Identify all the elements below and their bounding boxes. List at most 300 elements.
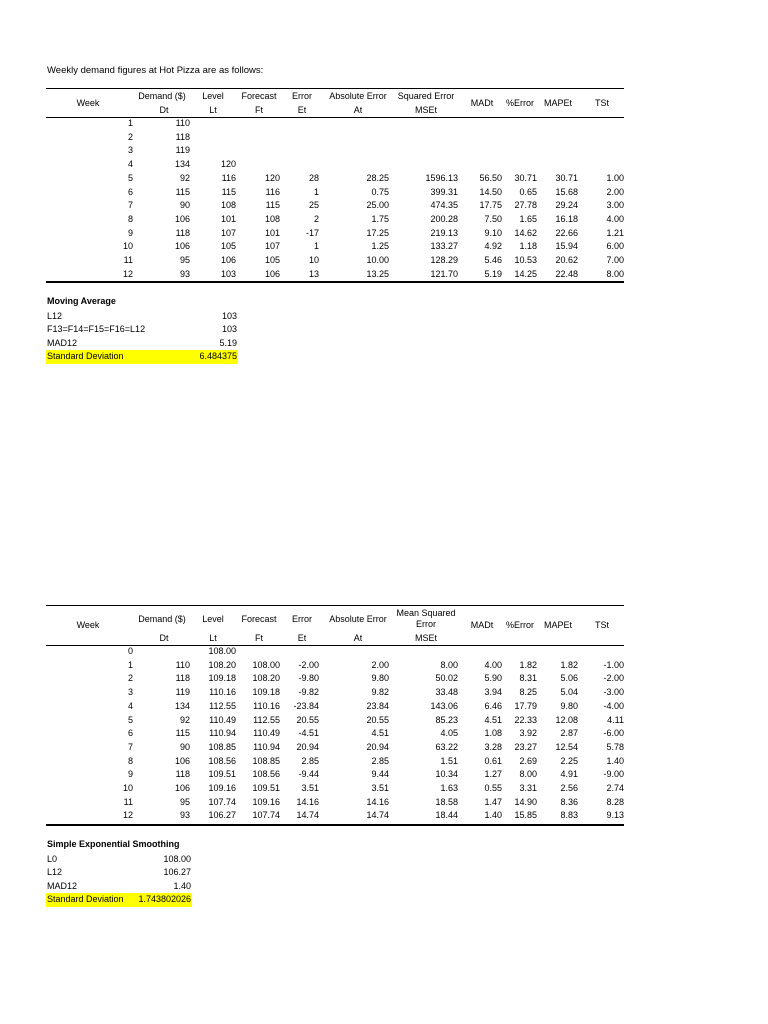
summary-value-l0: 108.00 — [163, 853, 191, 864]
table-row — [46, 186, 624, 200]
table-row — [46, 782, 624, 796]
cell-perr: 2.69 — [519, 755, 537, 766]
cell-madt: 7.50 — [484, 213, 502, 224]
cell-demand: 93 — [179, 268, 190, 279]
cell-mapet: 5.04 — [560, 687, 578, 698]
cell-forecast: 107 — [264, 241, 280, 252]
cell-forecast: 108.00 — [252, 659, 280, 670]
cell-abs: 9.82 — [371, 687, 389, 698]
cell-error: 1 — [313, 186, 319, 197]
exponential-smoothing-summary — [0, 838, 768, 910]
cell-abs: 10.00 — [366, 255, 389, 265]
cell-week: 11 — [123, 255, 133, 265]
cell-tst: 9.13 — [606, 810, 624, 821]
moving-average-summary — [0, 295, 768, 367]
cell-level: 106 — [220, 255, 236, 265]
cell-sq: 474.35 — [430, 200, 458, 211]
cell-forecast: 120 — [264, 172, 280, 183]
cell-tst: 1.00 — [606, 172, 624, 183]
cell-level: 115 — [221, 186, 236, 197]
table-row — [46, 645, 624, 659]
cell-perr: 14.90 — [514, 796, 537, 807]
cell-mapet: 15.68 — [555, 186, 578, 197]
cell-abs: 14.74 — [366, 810, 389, 821]
cell-error: -17 — [305, 227, 319, 238]
table-row — [46, 796, 624, 810]
cell-demand: 115 — [175, 728, 190, 739]
header-level-sub: Lt — [209, 633, 217, 643]
table-row — [46, 172, 624, 186]
cell-week: 2 — [127, 673, 133, 684]
cell-demand: 93 — [179, 810, 190, 821]
cell-perr: 3.92 — [519, 728, 537, 739]
cell-mapet: 4.91 — [560, 769, 578, 780]
cell-madt: 14.50 — [479, 186, 502, 197]
cell-week: 11 — [123, 796, 133, 807]
table-row — [46, 768, 624, 782]
cell-madt: 6.46 — [484, 700, 502, 711]
cell-level: 107 — [220, 227, 236, 238]
cell-madt: 5.90 — [484, 673, 502, 684]
header-level: Level — [202, 91, 224, 101]
cell-forecast: 110.49 — [253, 728, 280, 739]
cell-sq: 1.63 — [440, 783, 458, 793]
page-heading: Weekly demand figures at Hot Pizza are as follows: — [47, 65, 264, 76]
cell-sq: 33.48 — [435, 687, 458, 698]
cell-abs: 1.75 — [371, 213, 389, 224]
cell-sq: 4.05 — [440, 728, 458, 739]
table-row — [46, 268, 624, 282]
cell-demand: 95 — [179, 255, 190, 265]
cell-demand: 90 — [179, 200, 190, 211]
cell-perr: 0.65 — [519, 186, 537, 197]
header-forecast-sub: Ft — [255, 633, 263, 643]
summary-value-mad12: 5.19 — [219, 337, 237, 348]
cell-week: 6 — [127, 728, 133, 739]
cell-sq: 128.29 — [430, 255, 458, 265]
cell-perr: 14.62 — [514, 227, 537, 238]
header-abs-error: Absolute Error — [329, 91, 387, 101]
summary-label-forecast: F13=F14=F15=F16=L12 — [47, 324, 146, 334]
cell-forecast: 110.94 — [253, 741, 280, 752]
cell-level: 120 — [220, 159, 236, 170]
cell-sq: 18.44 — [435, 810, 458, 821]
cell-sq: 8.00 — [440, 659, 458, 670]
cell-abs: 9.80 — [371, 673, 389, 684]
cell-week: 6 — [127, 186, 133, 197]
cell-week: 8 — [127, 755, 133, 766]
cell-mapet: 2.56 — [560, 783, 578, 793]
header-error: Error — [292, 91, 312, 101]
cell-demand: 118 — [175, 131, 190, 142]
cell-week: 9 — [127, 769, 133, 780]
cell-week: 5 — [127, 714, 133, 725]
cell-level: 110.49 — [209, 714, 236, 725]
table-top-rule — [46, 605, 624, 606]
summary-value-mad12: 1.40 — [173, 880, 191, 891]
cell-week: 7 — [127, 741, 133, 752]
cell-demand: 106 — [174, 755, 190, 766]
header-perror: %Error — [505, 98, 534, 108]
cell-sq: 219.13 — [430, 227, 458, 238]
cell-tst: 4.00 — [606, 213, 624, 224]
header-mapet: MAPEt — [543, 98, 572, 108]
summary-label-std-dev: Standard Deviation — [47, 894, 124, 904]
cell-week: 10 — [122, 241, 133, 252]
table-row — [46, 213, 624, 227]
cell-perr: 14.25 — [514, 268, 537, 279]
summary-value-std-dev: 6.484375 — [199, 351, 237, 361]
cell-mapet: 1.82 — [560, 659, 578, 670]
cell-tst: 1.40 — [606, 755, 624, 766]
cell-demand: 115 — [175, 186, 190, 197]
cell-level: 103 — [220, 268, 236, 279]
cell-abs: 1.25 — [371, 241, 389, 252]
cell-madt: 4.92 — [484, 241, 502, 252]
cell-abs: 20.94 — [366, 741, 389, 752]
header-madt: MADt — [470, 98, 494, 108]
cell-perr: 1.82 — [519, 659, 537, 670]
header-forecast: Forecast — [241, 91, 277, 101]
cell-week: 2 — [127, 131, 133, 142]
summary-label-l12: L12 — [47, 310, 63, 321]
cell-forecast: 108.20 — [252, 673, 280, 684]
cell-error: 2.85 — [301, 755, 319, 766]
cell-sq: 143.06 — [430, 700, 458, 711]
cell-tst: 6.00 — [606, 241, 624, 252]
cell-error: 20.55 — [296, 714, 319, 725]
cell-level: 108.00 — [208, 646, 236, 656]
header-abs-error-sub: At — [353, 105, 363, 115]
cell-tst: 3.00 — [606, 200, 624, 211]
cell-perr: 22.33 — [514, 714, 537, 725]
cell-tst: -4.00 — [603, 700, 624, 711]
cell-demand: 110 — [175, 659, 190, 670]
cell-perr: 17.79 — [514, 700, 537, 711]
cell-error: 3.51 — [301, 783, 319, 793]
cell-forecast: 109.16 — [252, 796, 280, 807]
cell-perr: 8.25 — [519, 687, 537, 698]
cell-demand: 110 — [175, 118, 190, 128]
cell-sq: 18.58 — [435, 796, 458, 807]
cell-demand: 106 — [174, 241, 190, 252]
cell-forecast: 110.16 — [253, 700, 280, 711]
cell-level: 107.74 — [208, 796, 236, 807]
header-squared-error: Squared Error — [397, 91, 455, 101]
table-row — [46, 741, 624, 755]
cell-mapet: 9.80 — [560, 700, 578, 711]
header-demand-sub: Dt — [159, 633, 169, 643]
cell-week: 7 — [127, 200, 133, 211]
table-row — [46, 672, 624, 686]
table-top-rule — [46, 88, 624, 89]
cell-madt: 17.75 — [479, 200, 502, 211]
cell-error: -4.51 — [298, 728, 319, 739]
cell-forecast: 112.55 — [253, 714, 280, 725]
summary-title: Moving Average — [47, 296, 116, 306]
cell-demand: 95 — [179, 796, 190, 807]
cell-madt: 3.28 — [484, 741, 502, 752]
cell-mapet: 5.06 — [560, 673, 578, 684]
cell-demand: 118 — [175, 227, 190, 238]
cell-tst: 2.00 — [606, 186, 624, 197]
cell-forecast: 101 — [264, 227, 280, 238]
cell-abs: 28.25 — [366, 172, 389, 183]
cell-tst: -6.00 — [603, 728, 624, 739]
cell-sq: 10.34 — [435, 769, 458, 780]
cell-abs: 9.44 — [371, 769, 389, 780]
cell-error: 28 — [308, 172, 319, 183]
cell-demand: 119 — [175, 687, 190, 698]
header-madt: MADt — [470, 620, 494, 630]
cell-level: 105 — [220, 241, 236, 252]
cell-week: 0 — [127, 646, 133, 656]
cell-tst: 1.21 — [606, 227, 624, 238]
cell-level: 108.20 — [208, 659, 236, 670]
cell-madt: 0.61 — [484, 755, 502, 766]
cell-sq: 200.28 — [430, 213, 458, 224]
cell-madt: 5.19 — [484, 268, 502, 279]
exponential-smoothing-table — [46, 605, 624, 827]
cell-week: 3 — [127, 687, 133, 698]
summary-label-mad12: MAD12 — [47, 880, 78, 891]
summary-value-forecast: 103 — [221, 324, 237, 334]
cell-demand: 119 — [175, 145, 190, 156]
cell-abs: 17.25 — [366, 227, 389, 238]
header-squared-error-sub: MSEt — [414, 105, 437, 115]
cell-week: 1 — [127, 659, 133, 670]
summary-value-l12: 106.27 — [163, 867, 191, 877]
summary-label-mad12: MAD12 — [47, 337, 78, 348]
header-tst: TSt — [594, 98, 609, 108]
header-error: Error — [292, 614, 312, 624]
cell-tst: 8.00 — [606, 268, 624, 279]
cell-week: 10 — [122, 783, 133, 793]
cell-tst: 2.74 — [606, 783, 624, 793]
moving-average-table — [46, 88, 624, 284]
cell-tst: -1.00 — [603, 659, 624, 670]
cell-forecast: 107.74 — [252, 810, 280, 821]
cell-level: 106.27 — [208, 810, 236, 821]
cell-perr: 27.78 — [514, 200, 537, 211]
cell-mapet: 8.36 — [560, 796, 578, 807]
cell-madt: 1.27 — [484, 769, 502, 780]
cell-tst: -9.00 — [603, 769, 624, 780]
cell-perr: 1.18 — [519, 241, 537, 252]
cell-mapet: 22.48 — [555, 268, 578, 279]
cell-mapet: 2.25 — [560, 755, 578, 766]
table-row — [46, 700, 624, 714]
cell-week: 4 — [127, 159, 133, 170]
header-mapet: MAPEt — [543, 620, 572, 630]
table-row — [46, 714, 624, 728]
cell-error: -2.00 — [298, 659, 319, 670]
header-week: Week — [76, 620, 100, 630]
cell-sq: 121.70 — [430, 268, 458, 279]
cell-abs: 3.51 — [371, 783, 389, 793]
cell-madt: 0.55 — [484, 783, 502, 793]
cell-madt: 1.40 — [484, 810, 502, 821]
cell-forecast: 105 — [264, 255, 280, 265]
table-row — [46, 199, 624, 213]
cell-abs: 23.84 — [366, 700, 389, 711]
cell-abs: 4.51 — [371, 728, 389, 739]
cell-mapet: 22.66 — [555, 227, 578, 238]
cell-forecast: 108.85 — [252, 755, 280, 766]
summary-label-l12: L12 — [47, 867, 63, 877]
table-row — [46, 659, 624, 673]
summary-value-l12: 103 — [221, 310, 237, 321]
cell-madt: 5.46 — [484, 255, 502, 265]
cell-demand: 92 — [179, 714, 190, 725]
cell-mapet: 15.94 — [555, 241, 578, 252]
table-bottom-rule — [46, 281, 624, 283]
cell-error: -9.82 — [298, 687, 319, 698]
header-level-sub: Lt — [209, 105, 217, 115]
cell-perr: 10.53 — [514, 255, 537, 265]
cell-demand: 106 — [174, 213, 190, 224]
cell-abs: 2.85 — [371, 755, 389, 766]
table-row — [46, 240, 624, 254]
cell-tst: 5.78 — [606, 741, 624, 752]
cell-sq: 63.22 — [435, 741, 458, 752]
cell-forecast: 108.56 — [252, 769, 280, 780]
cell-forecast: 116 — [265, 186, 280, 197]
cell-level: 108 — [220, 200, 236, 211]
cell-level: 109.18 — [208, 673, 236, 684]
cell-demand: 118 — [175, 769, 190, 780]
cell-level: 109.16 — [208, 783, 236, 793]
cell-perr: 3.31 — [519, 783, 537, 793]
cell-perr: 8.31 — [519, 673, 537, 684]
cell-forecast: 115 — [265, 200, 280, 211]
cell-forecast: 109.51 — [252, 783, 280, 793]
cell-mapet: 16.18 — [555, 213, 578, 224]
cell-abs: 14.16 — [366, 796, 389, 807]
cell-error: -23.84 — [293, 700, 319, 711]
cell-error: 14.16 — [296, 796, 319, 807]
cell-error: 1 — [313, 241, 319, 252]
cell-madt: 1.08 — [484, 728, 502, 739]
summary-label-l0: L0 — [47, 853, 58, 864]
cell-error: 10 — [308, 255, 319, 265]
cell-error: -9.44 — [298, 769, 319, 780]
header-abs-error-sub: At — [353, 633, 363, 643]
cell-perr: 15.85 — [514, 810, 537, 821]
cell-forecast: 109.18 — [252, 687, 280, 698]
cell-forecast: 106 — [264, 268, 280, 279]
cell-demand: 106 — [174, 783, 190, 793]
cell-sq: 399.31 — [430, 186, 458, 197]
cell-week: 3 — [127, 145, 133, 156]
cell-error: 14.74 — [296, 810, 319, 821]
cell-week: 9 — [127, 227, 133, 238]
cell-mapet: 30.71 — [555, 172, 578, 183]
header-demand: Demand ($) — [138, 91, 186, 101]
cell-week: 8 — [127, 213, 133, 224]
header-forecast-sub: Ft — [255, 105, 263, 115]
cell-madt: 9.10 — [484, 227, 502, 238]
header-tst: TSt — [594, 620, 609, 630]
cell-mapet: 8.83 — [560, 810, 578, 821]
header-error-sub: Et — [297, 105, 307, 115]
cell-demand: 134 — [174, 159, 190, 170]
cell-week: 12 — [122, 268, 133, 279]
table-row — [46, 727, 624, 741]
cell-level: 112.55 — [209, 700, 236, 711]
cell-demand: 118 — [175, 673, 190, 684]
summary-label-std-dev: Standard Deviation — [47, 351, 124, 361]
cell-sq: 133.27 — [430, 241, 458, 252]
cell-demand: 92 — [179, 172, 190, 183]
cell-sq: 85.23 — [435, 714, 458, 725]
header-perror: %Error — [505, 620, 534, 630]
table-row — [46, 254, 624, 268]
cell-abs: 25.00 — [366, 200, 389, 211]
table-row — [46, 686, 624, 700]
cell-perr: 1.65 — [519, 213, 537, 224]
cell-week: 5 — [127, 172, 133, 183]
cell-week: 1 — [127, 118, 133, 128]
cell-level: 116 — [221, 172, 236, 183]
cell-level: 101 — [220, 213, 236, 224]
cell-week: 4 — [127, 700, 133, 711]
header-forecast: Forecast — [241, 614, 277, 624]
cell-perr: 8.00 — [519, 769, 537, 780]
cell-mapet: 2.87 — [560, 728, 578, 739]
table-row — [46, 755, 624, 769]
cell-abs: 13.25 — [366, 268, 389, 279]
cell-sq: 50.02 — [435, 673, 458, 684]
table-row — [46, 117, 624, 131]
cell-forecast: 108 — [264, 213, 280, 224]
cell-abs: 2.00 — [371, 659, 389, 670]
cell-tst: 8.28 — [606, 796, 624, 807]
cell-error: -9.80 — [298, 673, 319, 684]
cell-error: 13 — [308, 268, 319, 279]
table-row — [46, 227, 624, 241]
cell-level: 109.51 — [208, 769, 236, 780]
cell-error: 2 — [313, 213, 319, 224]
table-row — [46, 158, 624, 172]
cell-abs: 0.75 — [371, 186, 389, 197]
cell-tst: 7.00 — [606, 255, 624, 265]
cell-perr: 30.71 — [514, 172, 537, 183]
cell-level: 108.56 — [208, 755, 236, 766]
cell-sq: 1596.13 — [425, 172, 458, 183]
summary-title: Simple Exponential Smoothing — [47, 839, 180, 849]
cell-mapet: 20.62 — [555, 255, 578, 265]
cell-mapet: 12.54 — [555, 741, 578, 752]
cell-madt: 4.00 — [484, 659, 502, 670]
header-mse-sub: MSEt — [414, 633, 437, 643]
cell-abs: 20.55 — [366, 714, 389, 725]
cell-error: 20.94 — [296, 741, 319, 752]
cell-demand: 90 — [179, 741, 190, 752]
table-row — [46, 131, 624, 145]
cell-tst: -3.00 — [603, 687, 624, 698]
header-demand-sub: Dt — [159, 105, 169, 115]
cell-madt: 1.47 — [484, 796, 502, 807]
cell-level: 110.16 — [209, 687, 236, 698]
cell-madt: 3.94 — [484, 687, 502, 698]
table-row — [46, 809, 624, 823]
cell-perr: 23.27 — [514, 741, 537, 752]
cell-sq: 1.51 — [440, 755, 458, 766]
cell-madt: 4.51 — [484, 714, 502, 725]
header-week: Week — [76, 98, 100, 108]
cell-tst: 4.11 — [607, 714, 624, 725]
